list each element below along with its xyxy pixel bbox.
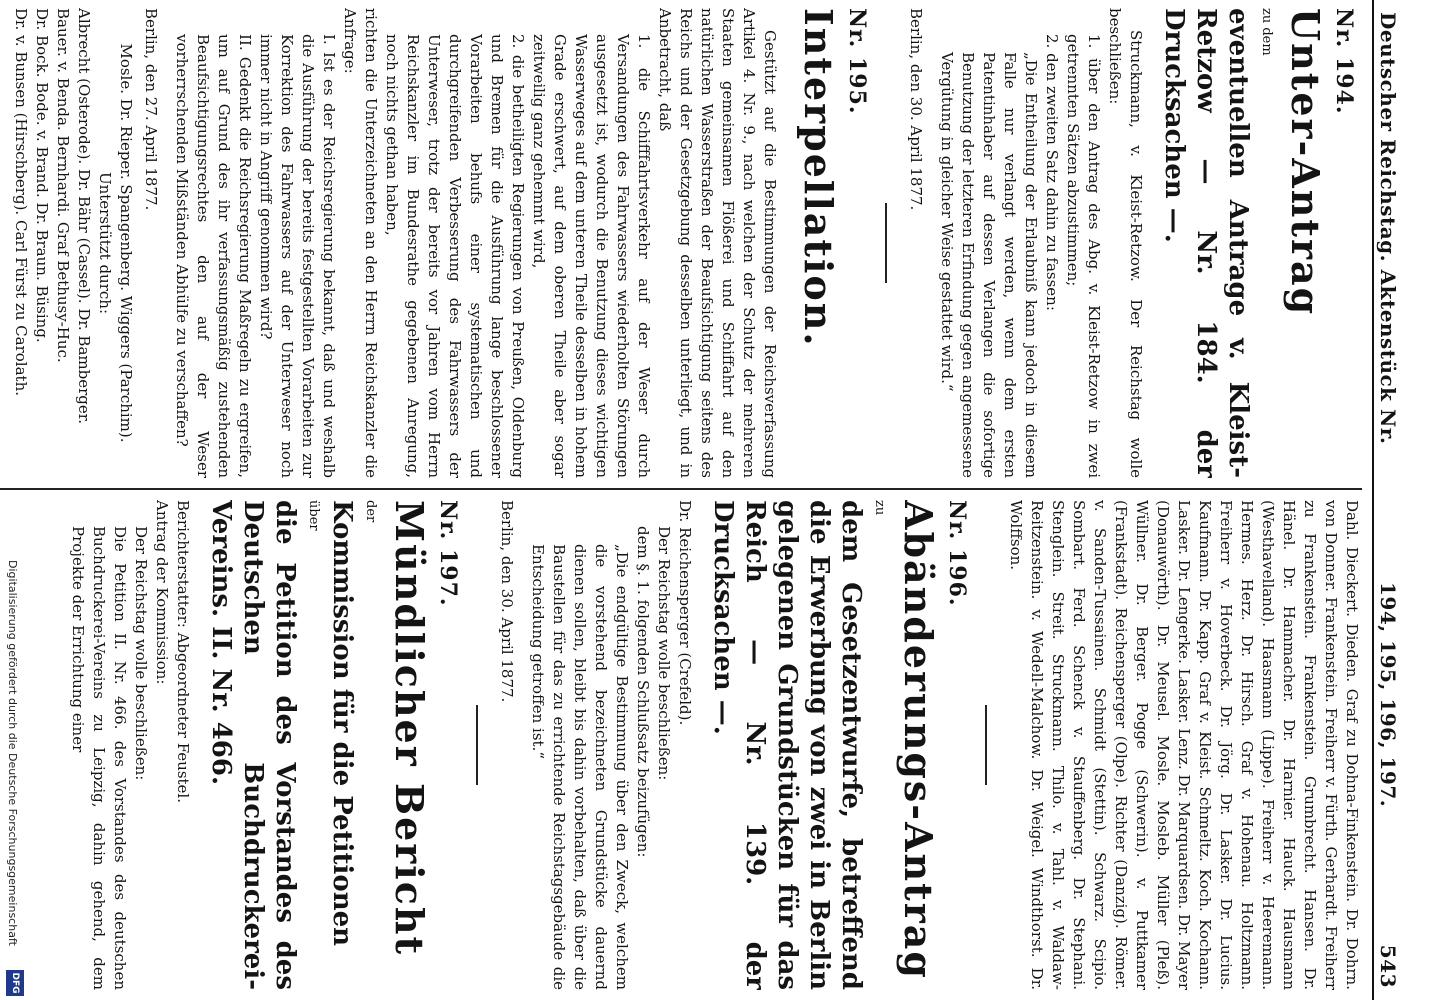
running-header [1376,12,1416,988]
doc-194-zu: zu dem [1259,8,1274,56]
dfg-credit-text: Digitalisierung gefördert durch die Deutsche Forschungsgemeinschaft [6,560,19,946]
left-column [0,8,1362,478]
doc-197-title: Mündlicher Bericht [387,500,432,957]
header-left: Deutscher Reichstag. Aktenstück Nr. [1376,12,1400,445]
doc-195-paragraph-4: richten die Unterzeichneten an den Herrn Reichskanzler die Anfrage: [341,8,380,478]
doc-195-number: Nr. 195. [844,8,870,115]
doc-194-date: Berlin, den 30. April 1877. [907,8,925,211]
doc-196-number: Nr. 196. [944,500,970,607]
doc-195-names-1: Albrecht (Osterode). Dr. Bähr (Cassel). Dr. Bamberger. [75,8,93,425]
doc-196-mover: Dr. Reichensperger (Crefeld). [676,500,694,726]
doc-194-point-2: 2. den zweiten Satz dahin zu fassen: [1043,34,1061,311]
page-number: 543 [1376,944,1400,988]
doc-197-paragraph-1: Der Reichstag wolle beschließen: [132,526,150,781]
signatories-list: Dahl. Dieckert. Dieden. Graf zu Dohna-Finkenstein. Dr. Dohrn. von Donner. Frankenstein. Freiherr v. Fürth. Gerhardt. Freiherr zu Frankenstein. Frankenstein. Grumbrecht. Hansen. Dr. Hänel. Dr. Hammacher. Dr. Harnier. Hauck. Hausmann (Westhavelland). Haasmann (Lippe). Freiherr v. Heeremann. Hermes. Herz. Dr. Hirsch. Graf v. Hohenau. Holtzmann. Freiherr v. Hoverbeck. Dr. Jörg. Dr. Lasker. Dr. Lucius. Kaufmann. Dr. Kapp. Graf v. Kleist. Schmeltz. Koch. Kochann. Lasker. Dr. Lengerke. Lasker. Lenz. Dr. Marquardsen. Dr. Mayer (Donauwörth). Dr. Meusel. Mosle. Mosleb. Müller (Pleß). Wüllner. Dr. Berger. Pogge (Schwerin). v. Puttkamer (Frankstadt). Reichensperger (Olpe). Richter (Danzig). Römer. v. Sanden-Tussainen. Schmidt (Stettin). Schwarz. Scipio. Sombart. Ferd. Schenck v. Stauffenberg. Dr. Stephani. Stenglein. Streit. Struckmann. Thilo. v. Tahl. v. Waldaw-Reitzenstein. v. Wedell-Malchow. Dr. Weigel. Windthorst. Dr. Wolffson. [1007,500,1361,990]
doc-197-ueber: über [306,500,321,531]
separator-rule [985,705,987,785]
doc-196-paragraph-2: dem §. 1. folgenden Schlußsatz beizufügen: [634,526,652,858]
doc-195-date: Berlin, den 27. April 1877. [142,8,160,211]
doc-196-title: Abänderungs-Antrag [896,500,941,980]
doc-194-title: Unter-Antrag [1283,8,1328,317]
dfg-logo-icon: DFG [6,970,24,996]
doc-197-subtitle-1: Kommission für die Petitionen [327,500,357,947]
doc-197-number: Nr. 197. [435,500,461,607]
doc-196-date: Berlin, den 30. April 1877. [498,500,516,703]
column-divider [0,488,1362,490]
doc-194-quote: „Die Entheilung der Erlaubniß kann jedoch in diesem Falle nur verlangt werden, wenn dem ersten Patentinhaber auf dessen Verlangen die sofortige Benutzung der letzteren Erfindung gegen angemessene Vergütung in gleicher Weise gestattet wird.“ [938,52,1040,478]
doc-195-names-3: Dr. Bock. Bode. v. Brand. Dr. Braun. Büsing. [33,8,51,343]
doc-195-support-label: Unterstützt durch: [96,171,114,315]
doc-196-paragraph-1: Der Reichstag wolle beschließen: [655,526,673,781]
doc-197-paragraph-2: Die Petition II. Nr. 466. des Vorstandes des deutschen Buchdruckerei-Vereins zu Leipzig, dahin gehend, dem Projekte der Errichtung einer [69,526,129,990]
doc-196-quote: „Die endgültige Bestimmung über den Zweck, welchem die vorstehend bezeichneten Grundstücke dauernd dienen sollen, bleibt bis dahin vorbehalten, daß über die Baustellen für das zu errichtende Reichstagsgebäude die Entscheidung getroffen ist.“ [529,544,631,990]
doc-195-paragraph-2: 1. die Schifffahrtsverkehr auf der Weser durch Versandungen des Fahrwassers wiederholten Störungen ausgesetzt ist, wodurch die Benutzung dieses wichtigen Wasserweges auf dem unteren Theile desselben in hohem Grade erschwert, auf dem oberen Theile aber sogar zeitweilig ganz gehemmt wird, [530,34,653,478]
doc-196-subtitle: dem Gesetzentwurfe, betreffend die Erwerbung von zwei in Berlin gelegenen Grundstücken für das Reich — Nr. 139. der Drucksachen —. [708,500,866,990]
separator-rule [885,203,887,283]
doc-196-zu: zu [872,500,887,516]
doc-195-names-4: Dr. v. Bunsen (Hirschberg). Carl Fürst zu Carolath. [12,8,30,397]
doc-195-paragraph-1: Gestützt auf die Bestimmungen der Reichsverfassung Artikel 4. Nr. 9., nach welchen der Schutz der mehreren Staaten gemeinsamen Flößerei und Schiffahrt auf den natürlichen Wasserstraßen der Beaufsichtigung seitens des Reichs und der Gesetzgebung desselben unterliegt, und in Anbetracht, daß [656,8,779,478]
doc-194-subtitle: eventuellen Antrage v. Kleist-Retzow — Nr. 184. der Drucksachen —. [1159,8,1253,478]
doc-195-question-1: I. Ist es der Reichsregierung bekannt, daß und weshalb die Ausführung der bereits festgestellten Vorarbeiten zur Korrektion des Fahrwassers auf der Unterweser noch immer nicht in Angriff genommen wird? [257,34,338,478]
doc-194-mover: Struckmann, v. Kleist-Retzow. Der Reichstag wolle beschließen: [1106,8,1145,478]
doc-197-subtitle-2: die Petition des Vorstandes des Deutschen Buchdruckerei-Vereins. II. Nr. 466. [206,500,300,990]
right-column [0,500,1362,990]
doc-197-der: der [363,500,378,523]
doc-195-paragraph-3: 2. die betheiligten Regierungen von Preußen, Oldenburg und Bremen für die Ausführung lange beschlossener Vorarbeiten behufs einer systematischen und durchgreifenden Verbesserung des Fahrwassers der Unterweser, trotz der bereits vor Jahren vom Herrn Reichskanzler im Bundesrathe gegebenen Anregung, noch nichts gethan haben, [383,34,527,478]
doc-195-names-2: Bauer. v. Benda. Bernhardi. Graf Bethusy-Huc. [54,8,72,363]
header-rule [1372,0,1374,1000]
header-center: 194, 195, 196, 197. [1376,581,1400,808]
doc-195-question-2: II. Gedenkt die Reichsregierung Maßregeln zu ergreifen, um auf Grund des ihr verfassungsmäßig zustehenden Beaufsichtigungsrechtes den auf der Weser vorherrschenden Mißständen Abhülfe zu verschaffen? [173,34,254,478]
doc-194-number: Nr. 194. [1331,8,1357,115]
separator-rule [476,705,478,785]
doc-195-title: Interpellation. [796,8,841,348]
doc-197-reporter: Berichterstatter: Abgeordneter Feustel. [174,500,192,803]
doc-197-antrag: Antrag der Kommission: [153,500,171,685]
doc-195-signers: Mosle. Dr. Rieper. Spangenberg. Wiggers (Parchim). [117,43,135,443]
doc-194-point-1: 1. über den Antrag des Abg. v. Kleist-Retzow in zwei getrennten Sätzen abzustimmen; [1064,34,1103,478]
